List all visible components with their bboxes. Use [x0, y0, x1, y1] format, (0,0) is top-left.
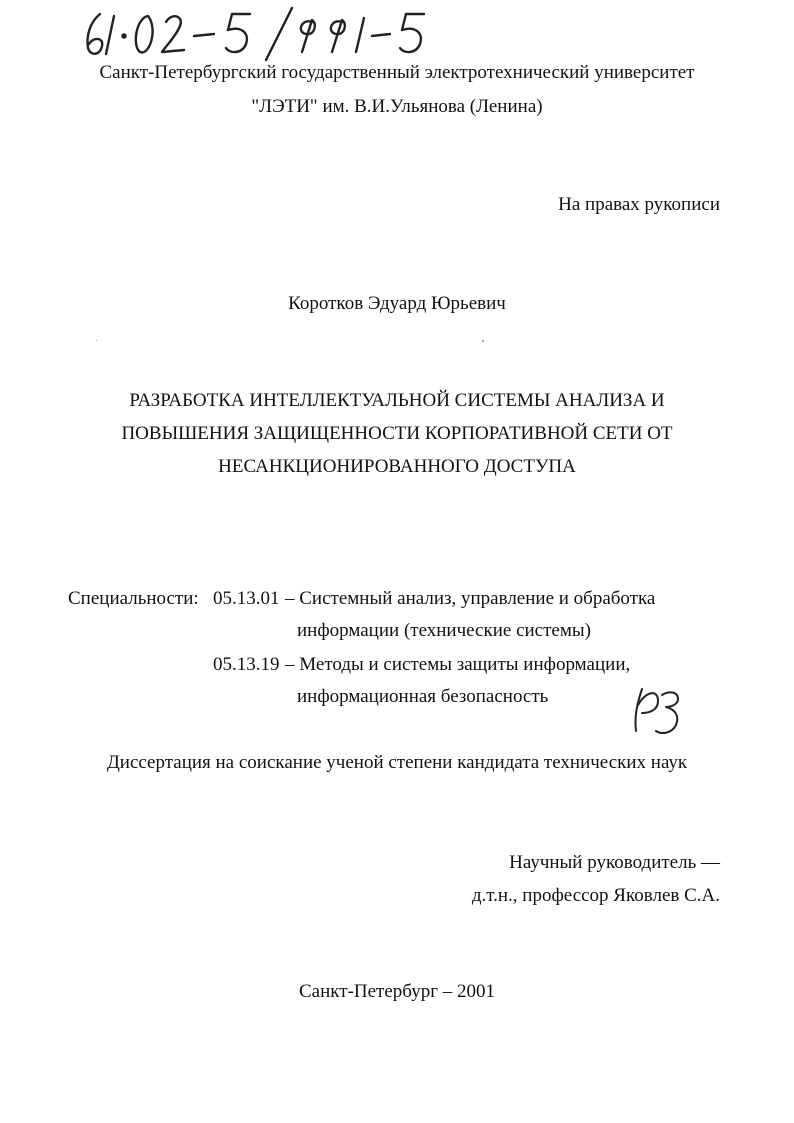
scan-speck: [482, 340, 484, 342]
specialty-desc-2-line2: информационная безопасность: [297, 686, 549, 707]
supervisor-label: Научный руководитель —: [509, 852, 720, 873]
specialty-desc-1-line2: информации (технические системы): [297, 620, 591, 641]
title-line2: ПОВЫШЕНИЯ ЗАЩИЩЕННОСТИ КОРПОРАТИВНОЙ СЕТИ ОТ: [121, 423, 673, 444]
specialty-code-2: 05.13.19: [213, 654, 280, 675]
specialty-code-1: 05.13.01: [213, 588, 280, 609]
scan-speck: [96, 340, 97, 341]
dissertation-type: Диссертация на соискание ученой степени кандидата технических наук: [106, 752, 688, 773]
handwritten-signature: [628, 683, 690, 739]
university-name-line1: Санкт-Петербургский государственный электротехнический университет: [99, 62, 695, 83]
title-line1: РАЗРАБОТКА ИНТЕЛЛЕКТУАЛЬНОЙ СИСТЕМЫ АНАЛИЗА И: [129, 390, 665, 411]
author-name: Коротков Эдуард Юрьевич: [288, 293, 506, 314]
title-line3: НЕСАНКЦИОНИРОВАННОГО ДОСТУПА: [218, 456, 576, 477]
city-year: Санкт-Петербург – 2001: [298, 981, 495, 1002]
specialty-desc-2-line1: – Методы и системы защиты информации,: [285, 654, 631, 675]
manuscript-rights: На правах рукописи: [558, 194, 720, 215]
specialties-label: Специальности:: [68, 588, 199, 609]
supervisor-name: д.т.н., профессор Яковлев С.А.: [471, 885, 720, 906]
handwritten-archive-number: [80, 6, 460, 62]
university-name-line2: "ЛЭТИ" им. В.И.Ульянова (Ленина): [251, 96, 543, 117]
specialty-desc-1-line1: – Системный анализ, управление и обработка: [285, 588, 656, 609]
